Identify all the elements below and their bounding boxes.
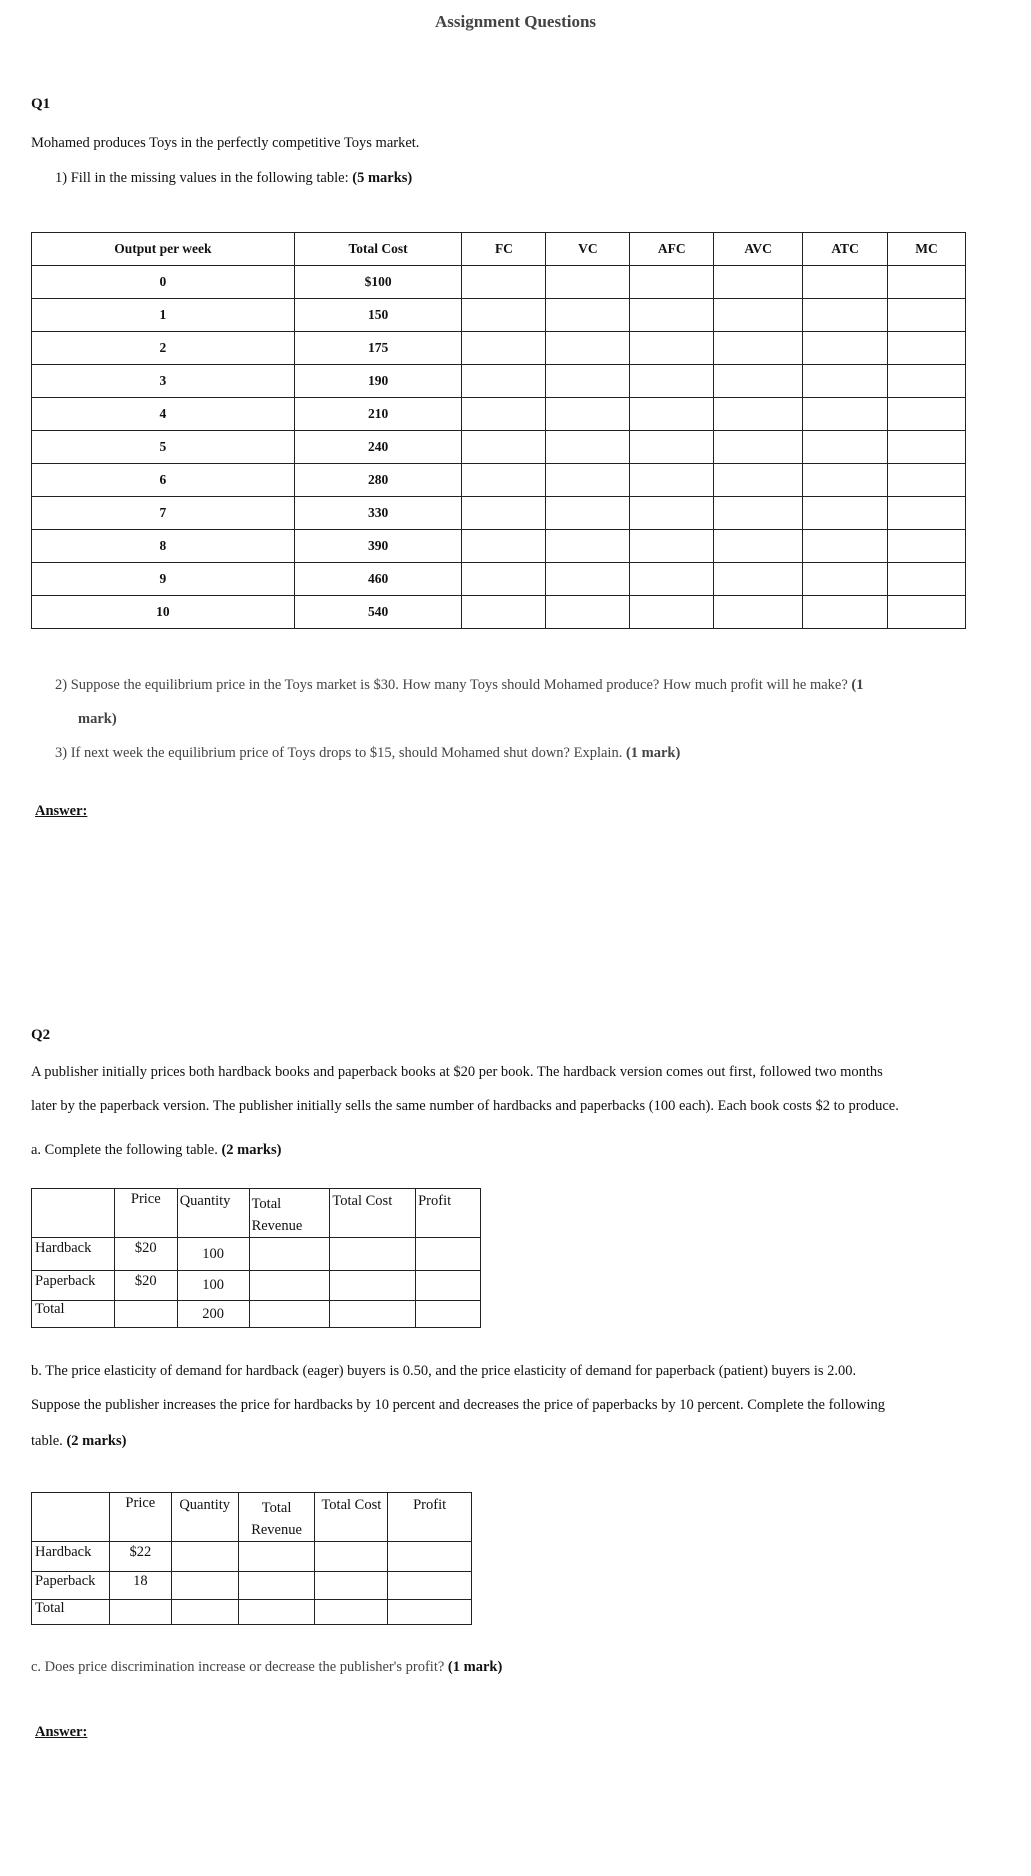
table-row — [32, 299, 966, 332]
vc-cell — [546, 497, 630, 530]
q1-heading: Q1 — [31, 96, 51, 112]
table-row — [32, 464, 966, 497]
atc-cell — [803, 299, 888, 332]
total-cost-cell — [315, 1572, 388, 1600]
avc-cell — [714, 530, 803, 563]
afc-cell — [630, 299, 714, 332]
avc-cell — [714, 398, 803, 431]
output-cell: 3 — [32, 365, 295, 398]
cost-table — [31, 232, 966, 629]
q2-part-a-text: a. Complete the following table. — [31, 1142, 222, 1158]
page-title: Assignment Questions — [434, 12, 597, 31]
profit-cell — [416, 1301, 481, 1328]
quantity-cell: 100 — [177, 1238, 249, 1271]
price-cell: $20 — [114, 1238, 177, 1271]
afc-cell — [630, 365, 714, 398]
fc-cell — [462, 266, 546, 299]
profit-cell — [416, 1238, 481, 1271]
fc-cell — [462, 530, 546, 563]
vc-cell — [546, 332, 630, 365]
fc-cell — [462, 563, 546, 596]
row-label: Total — [32, 1301, 115, 1328]
fc-cell — [462, 299, 546, 332]
avc-cell — [714, 596, 803, 629]
avc-cell — [714, 299, 803, 332]
total-cost-cell: 175 — [294, 332, 462, 365]
table-row — [32, 1238, 481, 1271]
quantity-cell — [171, 1542, 238, 1572]
atc-cell — [803, 530, 888, 563]
header-quantity: Quantity — [177, 1189, 249, 1238]
table-b — [31, 1492, 472, 1625]
q2-part-c — [31, 1650, 502, 1684]
profit-cell — [416, 1271, 481, 1301]
total-revenue-cell — [249, 1271, 330, 1301]
header-profit: Profit — [416, 1189, 481, 1238]
output-cell: 7 — [32, 497, 295, 530]
total-cost-cell: 460 — [294, 563, 462, 596]
col-afc: AFC — [630, 233, 714, 266]
atc-cell — [803, 365, 888, 398]
header-total-cost: Total Cost — [315, 1493, 388, 1542]
table-row — [32, 1301, 481, 1328]
q2-part-b-marks: (2 marks) — [66, 1433, 127, 1449]
output-cell: 0 — [32, 266, 295, 299]
atc-cell — [803, 497, 888, 530]
mc-cell — [888, 497, 966, 530]
header-blank — [32, 1493, 110, 1542]
afc-cell — [630, 464, 714, 497]
quantity-cell: 200 — [177, 1301, 249, 1328]
afc-cell — [630, 530, 714, 563]
header-blank — [32, 1189, 115, 1238]
q2-part-a-marks: (2 marks) — [221, 1142, 282, 1158]
atc-cell — [803, 563, 888, 596]
fc-cell — [462, 497, 546, 530]
col-output: Output per week — [32, 233, 295, 266]
total-cost-cell: 150 — [294, 299, 462, 332]
quantity-cell — [171, 1572, 238, 1600]
mc-cell — [888, 365, 966, 398]
header-price: Price — [109, 1493, 171, 1542]
header-total-revenue: Total Revenue — [238, 1493, 315, 1542]
total-revenue-cell — [238, 1542, 315, 1572]
q1-item3-marks: (1 mark) — [625, 745, 681, 761]
output-cell: 2 — [32, 332, 295, 365]
total-cost-cell: 330 — [294, 497, 462, 530]
table-a — [31, 1188, 481, 1328]
output-cell: 6 — [32, 464, 295, 497]
avc-cell — [714, 464, 803, 497]
total-cost-cell — [330, 1238, 416, 1271]
mc-cell — [888, 596, 966, 629]
vc-cell — [546, 530, 630, 563]
price-cell — [114, 1301, 177, 1328]
q1-item2-cont — [78, 702, 117, 736]
mc-cell — [888, 299, 966, 332]
q2-heading: Q2 — [31, 1027, 51, 1043]
col-mc: MC — [888, 233, 966, 266]
row-label: Hardback — [32, 1238, 115, 1271]
q2-part-c-text: c. Does price discrimination increase or decrease the publisher's profit? — [31, 1659, 448, 1675]
atc-cell — [803, 431, 888, 464]
profit-cell — [388, 1600, 472, 1625]
fc-cell — [462, 464, 546, 497]
fc-cell — [462, 332, 546, 365]
output-cell: 8 — [32, 530, 295, 563]
total-cost-cell: 240 — [294, 431, 462, 464]
header-total-revenue: Total Revenue — [249, 1189, 330, 1238]
q2-part-b-line2: Suppose the publisher increases the price for hardbacks by 10 percent and decreases the price of paperbacks by 10 percent. Complete the following — [31, 1397, 885, 1413]
afc-cell — [630, 266, 714, 299]
row-label: Total — [32, 1600, 110, 1625]
q2-answer-label: Answer: — [35, 1724, 88, 1740]
q1-item2-marks2: mark) — [78, 711, 117, 727]
avc-cell — [714, 431, 803, 464]
total-cost-cell — [330, 1301, 416, 1328]
q1-item2-text: 2) Suppose the equilibrium price in the Toys market is $30. How many Toys should Mohamed produce? How much profit will he make? — [55, 677, 852, 693]
price-cell — [109, 1600, 171, 1625]
header-total-cost: Total Cost — [330, 1189, 416, 1238]
avc-cell — [714, 497, 803, 530]
q2-intro-line2: later by the paperback version. The publisher initially sells the same number of hardbacks and paperbacks (100 each). Each book costs $2 to produce. — [31, 1098, 899, 1114]
col-fc: FC — [462, 233, 546, 266]
total-cost-cell: 390 — [294, 530, 462, 563]
total-cost-cell: 210 — [294, 398, 462, 431]
price-cell: $22 — [109, 1542, 171, 1572]
cost-table-header — [32, 233, 966, 266]
total-cost-cell: 540 — [294, 596, 462, 629]
table-row — [32, 596, 966, 629]
afc-cell — [630, 332, 714, 365]
total-cost-cell: 280 — [294, 464, 462, 497]
afc-cell — [630, 563, 714, 596]
fc-cell — [462, 596, 546, 629]
total-cost-cell: 190 — [294, 365, 462, 398]
mc-cell — [888, 332, 966, 365]
table-row — [32, 497, 966, 530]
q1-intro: Mohamed produces Toys in the perfectly competitive Toys market. — [31, 135, 420, 151]
q1-item3-text: 3) If next week the equilibrium price of Toys drops to $15, should Mohamed shut down? Explain. — [55, 745, 626, 761]
q1-item1 — [55, 168, 412, 188]
vc-cell — [546, 596, 630, 629]
afc-cell — [630, 596, 714, 629]
vc-cell — [546, 266, 630, 299]
price-cell: $20 — [114, 1271, 177, 1301]
table-row — [32, 431, 966, 464]
q2-intro-line1: A publisher initially prices both hardback books and paperback books at $20 per book. The hardback version comes out first, followed two months — [31, 1064, 883, 1080]
vc-cell — [546, 431, 630, 464]
table-row — [32, 1542, 472, 1572]
col-vc: VC — [546, 233, 630, 266]
q2-part-b-text: table. — [31, 1433, 67, 1449]
total-revenue-cell — [249, 1301, 330, 1328]
table-a-header — [32, 1189, 481, 1238]
atc-cell — [803, 332, 888, 365]
q2-part-b-line3 — [31, 1424, 126, 1458]
avc-cell — [714, 332, 803, 365]
output-cell: 10 — [32, 596, 295, 629]
avc-cell — [714, 563, 803, 596]
q1-item3 — [55, 736, 680, 770]
quantity-cell — [171, 1600, 238, 1625]
q1-item1-text: 1) Fill in the missing values in the following table: — [55, 170, 353, 186]
afc-cell — [630, 497, 714, 530]
row-label: Hardback — [32, 1542, 110, 1572]
atc-cell — [803, 398, 888, 431]
total-cost-cell — [315, 1542, 388, 1572]
vc-cell — [546, 464, 630, 497]
q2-part-c-marks: (1 mark) — [447, 1659, 503, 1675]
vc-cell — [546, 563, 630, 596]
total-cost-cell — [330, 1271, 416, 1301]
q1-item2-marks1: (1 — [851, 677, 864, 693]
table-row — [32, 1600, 472, 1625]
q2-part-b-line1: b. The price elasticity of demand for hardback (eager) buyers is 0.50, and the price elasticity of demand for paperback (patient) buyers is 2.00. — [31, 1363, 857, 1379]
table-row — [32, 398, 966, 431]
q2-part-a — [31, 1133, 281, 1167]
mc-cell — [888, 431, 966, 464]
afc-cell — [630, 398, 714, 431]
table-row — [32, 365, 966, 398]
row-label: Paperback — [32, 1271, 115, 1301]
table-row — [32, 1271, 481, 1301]
table-b-header — [32, 1493, 472, 1542]
atc-cell — [803, 596, 888, 629]
output-cell: 1 — [32, 299, 295, 332]
table-row — [32, 563, 966, 596]
mc-cell — [888, 464, 966, 497]
fc-cell — [462, 431, 546, 464]
q1-answer-label: Answer: — [35, 803, 88, 819]
profit-cell — [388, 1572, 472, 1600]
output-cell: 4 — [32, 398, 295, 431]
q1-item2 — [55, 668, 966, 702]
total-revenue-cell — [238, 1600, 315, 1625]
avc-cell — [714, 365, 803, 398]
table-row — [32, 332, 966, 365]
quantity-cell: 100 — [177, 1271, 249, 1301]
fc-cell — [462, 365, 546, 398]
mc-cell — [888, 266, 966, 299]
output-cell: 9 — [32, 563, 295, 596]
vc-cell — [546, 299, 630, 332]
col-total-cost: Total Cost — [294, 233, 462, 266]
atc-cell — [803, 464, 888, 497]
q1-item1-marks: (5 marks) — [352, 170, 413, 186]
total-cost-cell: $100 — [294, 266, 462, 299]
table-row — [32, 1572, 472, 1600]
header-price: Price — [114, 1189, 177, 1238]
table-row — [32, 530, 966, 563]
col-avc: AVC — [714, 233, 803, 266]
afc-cell — [630, 431, 714, 464]
price-cell: 18 — [109, 1572, 171, 1600]
total-cost-cell — [315, 1600, 388, 1625]
fc-cell — [462, 398, 546, 431]
vc-cell — [546, 365, 630, 398]
mc-cell — [888, 398, 966, 431]
row-label: Paperback — [32, 1572, 110, 1600]
profit-cell — [388, 1542, 472, 1572]
total-revenue-cell — [249, 1238, 330, 1271]
table-row — [32, 266, 966, 299]
header-profit: Profit — [388, 1493, 472, 1542]
total-revenue-cell — [238, 1572, 315, 1600]
avc-cell — [714, 266, 803, 299]
col-atc: ATC — [803, 233, 888, 266]
header-quantity: Quantity — [171, 1493, 238, 1542]
vc-cell — [546, 398, 630, 431]
output-cell: 5 — [32, 431, 295, 464]
mc-cell — [888, 530, 966, 563]
atc-cell — [803, 266, 888, 299]
mc-cell — [888, 563, 966, 596]
